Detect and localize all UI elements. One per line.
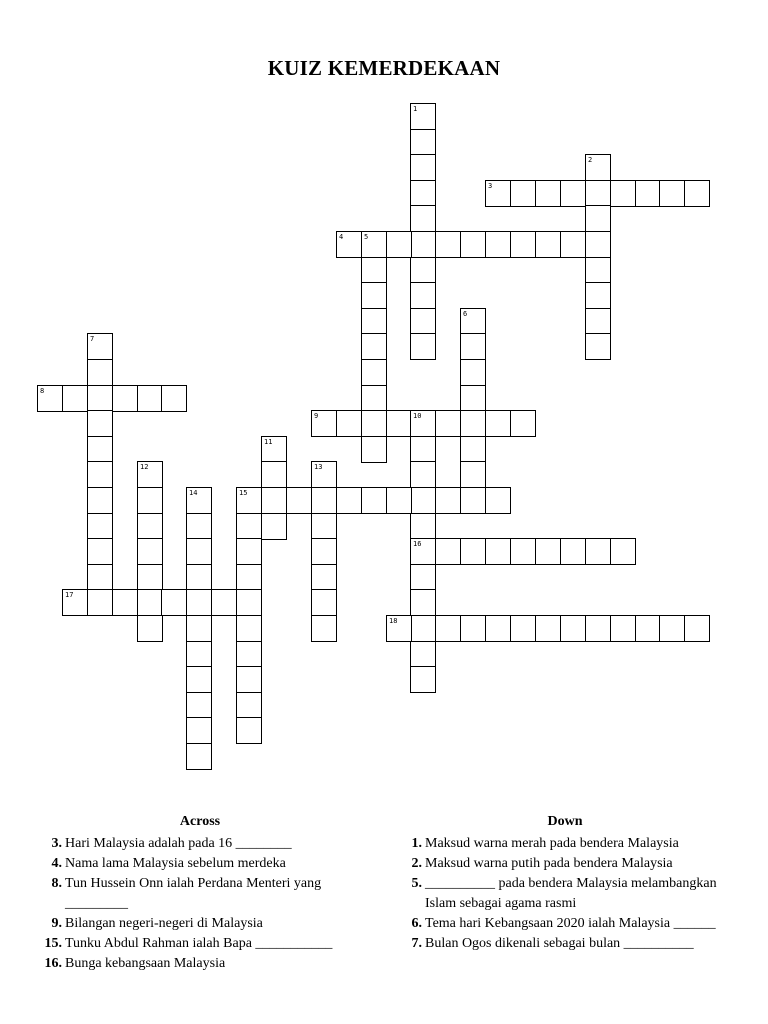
clue-text: Tunku Abdul Rahman ialah Bapa ___________ [65, 936, 333, 951]
grid-cell[interactable] [410, 461, 436, 488]
grid-cell[interactable] [510, 410, 536, 437]
grid-cell[interactable] [236, 513, 262, 540]
grid-cell[interactable] [510, 180, 536, 207]
clue-number: 6. [411, 916, 422, 931]
clue-number: 3. [51, 836, 62, 851]
grid-cell[interactable] [610, 615, 636, 642]
clue-across-4 [40, 854, 360, 874]
grid-cell[interactable] [137, 564, 163, 591]
grid-cell[interactable] [410, 282, 436, 309]
page-title: KUIZ KEMERDEKAAN [267, 56, 501, 80]
grid-cell[interactable] [410, 615, 436, 642]
grid-cell[interactable] [236, 717, 262, 744]
grid-cell[interactable] [261, 513, 287, 540]
grid-cell[interactable] [286, 487, 312, 514]
grid-cell[interactable] [535, 615, 561, 642]
grid-cell[interactable] [410, 129, 436, 156]
clue-text: Maksud warna merah pada bendera Malaysia [425, 836, 679, 851]
grid-cell[interactable] [635, 615, 661, 642]
clue-text: Nama lama Malaysia sebelum merdeka [65, 856, 286, 871]
grid-cell[interactable] [236, 564, 262, 591]
grid-cell[interactable] [460, 410, 486, 437]
grid-cell[interactable] [410, 410, 436, 437]
clue-number: 15. [44, 936, 62, 951]
grid-cell[interactable] [460, 436, 486, 463]
grid-cell[interactable] [585, 205, 611, 232]
grid-cell[interactable] [186, 589, 212, 616]
grid-cell[interactable] [361, 410, 387, 437]
clue-number-label: 8 [40, 387, 45, 395]
grid-cell[interactable] [410, 103, 436, 130]
grid-cell[interactable] [87, 436, 113, 463]
clue-down-7 [400, 934, 730, 954]
grid-cell[interactable] [410, 538, 436, 565]
grid-cell[interactable] [186, 615, 212, 642]
grid-cell[interactable] [610, 538, 636, 565]
grid-cell[interactable] [485, 487, 511, 514]
grid-cell[interactable] [510, 231, 536, 258]
clue-number: 7. [411, 936, 422, 951]
grid-cell[interactable] [361, 385, 387, 412]
grid-cell[interactable] [87, 487, 113, 514]
down-heading: Down [547, 814, 583, 829]
clue-number-label: 11 [264, 438, 273, 446]
grid-cell[interactable] [186, 513, 212, 540]
grid-cell[interactable] [261, 461, 287, 488]
clue-across-3 [40, 834, 360, 854]
grid-cell[interactable] [560, 538, 586, 565]
clue-text: Hari Malaysia adalah pada 16 ________ [65, 836, 292, 851]
clue-across-9 [40, 914, 360, 934]
clue-across-16 [40, 954, 360, 974]
grid-cell[interactable] [87, 410, 113, 437]
grid-cell[interactable] [236, 615, 262, 642]
grid-cell[interactable] [610, 180, 636, 207]
grid-cell[interactable] [410, 154, 436, 181]
grid-cell[interactable] [585, 231, 611, 258]
grid-cell[interactable] [137, 385, 163, 412]
clue-number-label: 7 [90, 335, 95, 343]
grid-cell[interactable] [460, 385, 486, 412]
grid-cell[interactable] [410, 487, 436, 514]
grid-cell[interactable] [510, 538, 536, 565]
grid-cell[interactable] [236, 589, 262, 616]
clue-number-label: 1 [413, 105, 418, 113]
grid-cell[interactable] [435, 538, 461, 565]
clue-text: Tema hari Kebangsaan 2020 ialah Malaysia ______ [425, 916, 716, 931]
grid-cell[interactable] [62, 589, 88, 616]
grid-cell[interactable] [460, 615, 486, 642]
clue-number: 9. [51, 916, 62, 931]
grid-cell[interactable] [560, 180, 586, 207]
grid-cell[interactable] [186, 487, 212, 514]
clue-text: __________ pada bendera Malaysia melambangkan Islam sebagai agama rasmi [425, 876, 717, 911]
grid-cell[interactable] [361, 282, 387, 309]
clue-number: 5. [411, 876, 422, 891]
grid-cell[interactable] [535, 180, 561, 207]
clue-number-label: 2 [588, 156, 593, 164]
grid-cell[interactable] [137, 461, 163, 488]
grid-cell[interactable] [87, 359, 113, 386]
clue-down-1 [400, 834, 730, 854]
grid-cell[interactable] [485, 231, 511, 258]
clue-number: 1. [411, 836, 422, 851]
grid-cell[interactable] [585, 257, 611, 284]
clue-text: Tun Hussein Onn ialah Perdana Menteri yang _________ [65, 876, 322, 911]
grid-cell[interactable] [361, 436, 387, 463]
grid-cell[interactable] [410, 333, 436, 360]
grid-cell[interactable] [87, 333, 113, 360]
grid-cell[interactable] [137, 513, 163, 540]
grid-cell[interactable] [485, 180, 511, 207]
clue-text: Bulan Ogos dikenali sebagai bulan __________ [425, 936, 694, 951]
grid-cell[interactable] [137, 589, 163, 616]
grid-cell[interactable] [410, 589, 436, 616]
grid-cell[interactable] [361, 308, 387, 335]
grid-cell[interactable] [560, 615, 586, 642]
grid-cell[interactable] [361, 487, 387, 514]
grid-cell[interactable] [410, 666, 436, 693]
grid-cell[interactable] [161, 589, 187, 616]
grid-cell[interactable] [410, 180, 436, 207]
clue-text: Bilangan negeri-negeri di Malaysia [65, 916, 263, 931]
grid-cell[interactable] [386, 231, 412, 258]
grid-cell[interactable] [460, 487, 486, 514]
grid-cell[interactable] [460, 231, 486, 258]
grid-cell[interactable] [585, 180, 611, 207]
grid-cell[interactable] [460, 359, 486, 386]
grid-cell[interactable] [460, 461, 486, 488]
grid-cell[interactable] [87, 385, 113, 412]
grid-cell[interactable] [410, 513, 436, 540]
grid-cell[interactable] [361, 359, 387, 386]
grid-cell[interactable] [460, 538, 486, 565]
grid-cell[interactable] [485, 538, 511, 565]
grid-cell[interactable] [435, 487, 461, 514]
clue-number-label: 14 [189, 489, 198, 497]
grid-cell[interactable] [161, 385, 187, 412]
grid-cell[interactable] [137, 487, 163, 514]
grid-cell[interactable] [336, 410, 362, 437]
grid-cell[interactable] [659, 180, 685, 207]
grid-cell[interactable] [535, 231, 561, 258]
grid-cell[interactable] [361, 231, 387, 258]
grid-cell[interactable] [87, 589, 113, 616]
grid-cell[interactable] [485, 410, 511, 437]
clue-number-label: 9 [314, 412, 319, 420]
clue-down-6 [400, 914, 730, 934]
grid-cell[interactable] [236, 487, 262, 514]
grid-cell[interactable] [236, 641, 262, 668]
grid-cell[interactable] [386, 615, 412, 642]
grid-cell[interactable] [311, 564, 337, 591]
grid-cell[interactable] [585, 154, 611, 181]
grid-cell[interactable] [112, 589, 138, 616]
grid-cell[interactable] [635, 180, 661, 207]
clue-number: 4. [51, 856, 62, 871]
grid-cell[interactable] [435, 615, 461, 642]
grid-cell[interactable] [361, 333, 387, 360]
grid-cell[interactable] [386, 410, 412, 437]
grid-cell[interactable] [87, 564, 113, 591]
grid-cell[interactable] [311, 513, 337, 540]
grid-cell[interactable] [311, 410, 337, 437]
grid-cell[interactable] [460, 308, 486, 335]
grid-cell[interactable] [186, 743, 212, 770]
grid-cell[interactable] [87, 461, 113, 488]
grid-cell[interactable] [410, 308, 436, 335]
grid-cell[interactable] [311, 589, 337, 616]
grid-cell[interactable] [435, 231, 461, 258]
grid-cell[interactable] [186, 641, 212, 668]
grid-cell[interactable] [137, 538, 163, 565]
clue-number: 16. [44, 956, 62, 971]
clue-across-8 [40, 874, 360, 914]
clue-number-label: 17 [65, 591, 74, 599]
clue-number-label: 4 [339, 233, 344, 241]
clue-number-label: 12 [140, 463, 149, 471]
grid-cell[interactable] [410, 641, 436, 668]
grid-cell[interactable] [410, 564, 436, 591]
grid-cell[interactable] [336, 231, 362, 258]
clue-number-label: 5 [364, 233, 369, 241]
clue-number-label: 18 [389, 617, 398, 625]
grid-cell[interactable] [137, 615, 163, 642]
grid-cell[interactable] [386, 487, 412, 514]
clue-across-15 [40, 934, 360, 954]
grid-cell[interactable] [186, 564, 212, 591]
across-clues [40, 812, 360, 974]
clue-number-label: 10 [413, 412, 422, 420]
grid-cell[interactable] [410, 257, 436, 284]
grid-cell[interactable] [186, 692, 212, 719]
grid-cell[interactable] [585, 615, 611, 642]
grid-cell[interactable] [585, 282, 611, 309]
grid-cell[interactable] [186, 717, 212, 744]
grid-cell[interactable] [684, 180, 710, 207]
grid-cell[interactable] [311, 615, 337, 642]
grid-cell[interactable] [112, 385, 138, 412]
grid-cell[interactable] [336, 487, 362, 514]
grid-cell[interactable] [261, 436, 287, 463]
grid-cell[interactable] [410, 205, 436, 232]
grid-cell[interactable] [510, 615, 536, 642]
grid-cell[interactable] [186, 538, 212, 565]
grid-cell[interactable] [410, 436, 436, 463]
grid-cell[interactable] [435, 410, 461, 437]
grid-cell[interactable] [585, 333, 611, 360]
clue-number-label: 6 [463, 310, 468, 318]
grid-cell[interactable] [236, 692, 262, 719]
clue-number-label: 3 [488, 182, 493, 190]
grid-cell[interactable] [236, 666, 262, 693]
grid-cell[interactable] [186, 666, 212, 693]
grid-cell[interactable] [585, 308, 611, 335]
grid-cell[interactable] [87, 513, 113, 540]
clue-down-5 [400, 874, 730, 914]
grid-cell[interactable] [659, 615, 685, 642]
grid-cell[interactable] [535, 538, 561, 565]
grid-cell[interactable] [37, 385, 63, 412]
clue-number-label: 13 [314, 463, 323, 471]
grid-cell[interactable] [62, 385, 88, 412]
clue-number: 2. [411, 856, 422, 871]
grid-cell[interactable] [311, 538, 337, 565]
grid-cell[interactable] [211, 589, 237, 616]
clue-number-label: 16 [413, 540, 422, 548]
grid-cell[interactable] [585, 538, 611, 565]
grid-cell[interactable] [684, 615, 710, 642]
grid-cell[interactable] [560, 231, 586, 258]
grid-cell[interactable] [261, 487, 287, 514]
clue-number: 8. [51, 876, 62, 891]
across-heading: Across [179, 814, 221, 829]
grid-cell[interactable] [311, 461, 337, 488]
grid-cell[interactable] [311, 487, 337, 514]
grid-cell[interactable] [460, 333, 486, 360]
down-clues [400, 812, 730, 954]
clue-down-2 [400, 854, 730, 874]
grid-cell[interactable] [485, 615, 511, 642]
grid-cell[interactable] [361, 257, 387, 284]
grid-cell[interactable] [236, 538, 262, 565]
clue-text: Bunga kebangsaan Malaysia [65, 956, 226, 971]
clue-number-label: 15 [239, 489, 248, 497]
grid-cell[interactable] [410, 231, 436, 258]
clue-text: Maksud warna putih pada bendera Malaysia [425, 856, 673, 871]
grid-cell[interactable] [87, 538, 113, 565]
